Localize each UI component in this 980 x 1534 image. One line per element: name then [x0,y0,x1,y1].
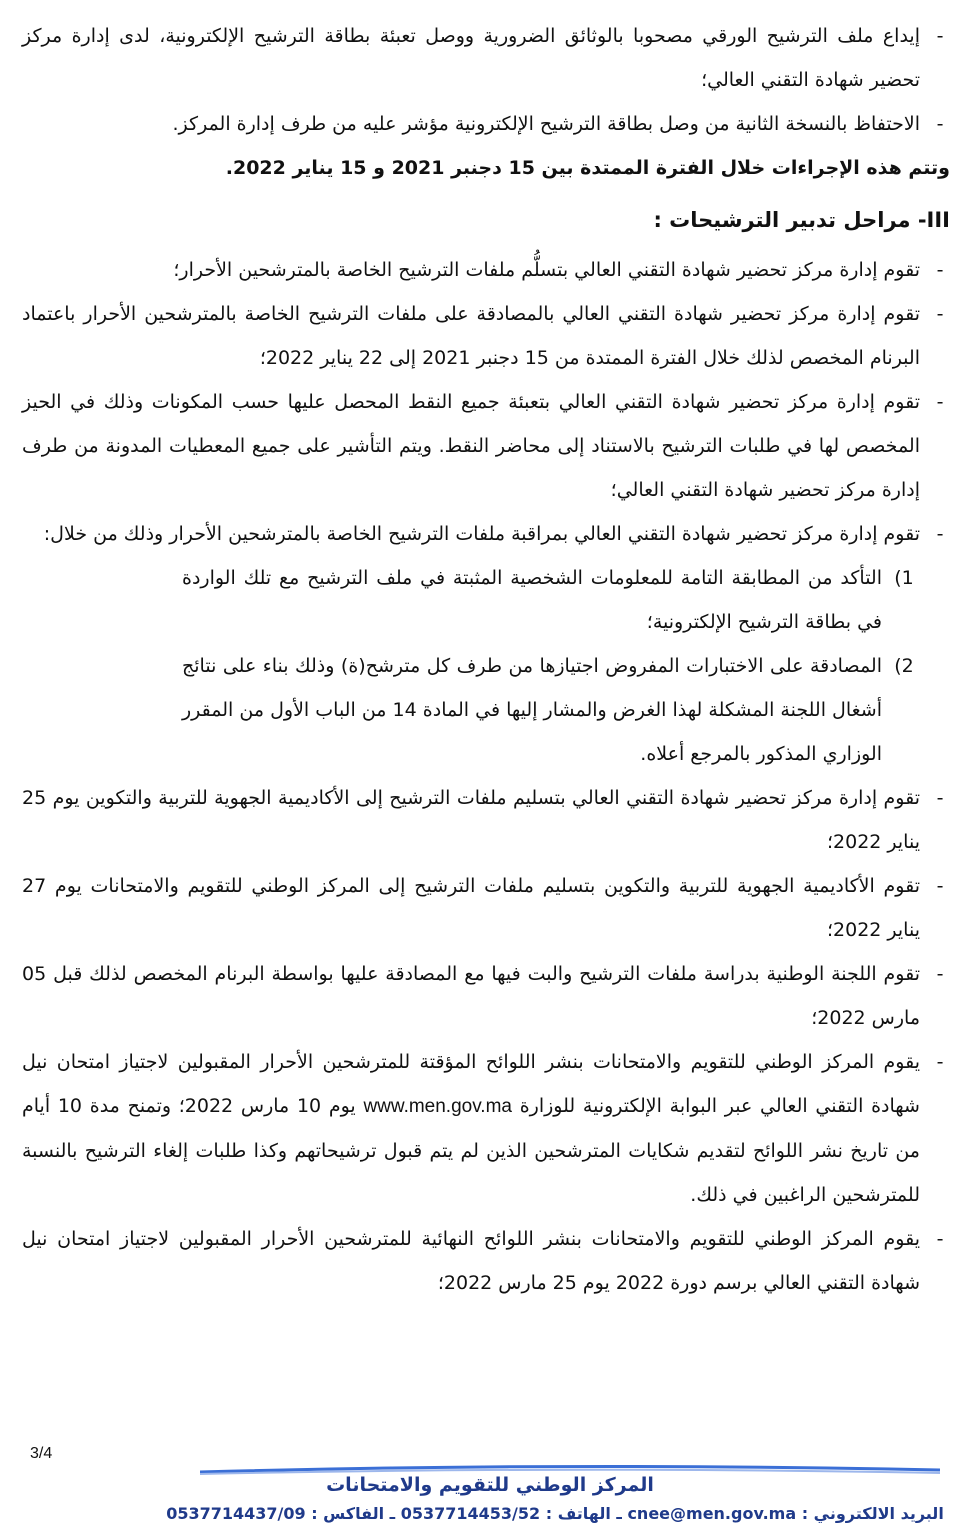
bullet-dash: - [936,391,944,413]
intro-item-2-text: الاحتفاظ بالنسخة الثانية من وصل بطاقة الترشيح الإلكترونية مؤشر عليه من طرف إدارة المركز. [172,113,920,135]
subitem-number: 1) [894,567,914,589]
section-item-8-text-b: يوم 10 مارس 2022؛ وتمنح مدة 10 أيام من تاريخ نشر اللوائح لتقديم شكايات المترشحين الذين لم يتم قبول ترشيحاتهم وكذا طلبات إلغاء الترشيح بالنسبة للمترشحين الراغبين في ذلك. [22,1095,920,1206]
bullet-dash: - [936,303,944,325]
intro-item-1 [22,14,958,102]
section-item-9 [22,1217,958,1305]
bullet-dash: - [936,1228,944,1250]
section-item-3-text: تقوم إدارة مركز تحضير شهادة التقني العالي بتعبئة جميع النقط المحصل عليها حسب المكونات وذلك في الحيز المخصص لها في طلبات الترشيح بالاستناد إلى محاضر النقط. ويتم التأشير على جميع المعطيات المدونة من طرف إدارة مركز تحضير شهادة التقني العالي؛ [22,391,920,501]
bullet-dash: - [936,1051,944,1073]
section-item-7-text: تقوم اللجنة الوطنية بدراسة ملفات الترشيح والبت فيها مع المصادقة عليها بواسطة البرنام المخصص لذلك قبل 05 مارس 2022؛ [22,963,920,1029]
subitem-2 [22,644,958,776]
section-item-2 [22,292,958,380]
bullet-dash: - [936,259,944,281]
section-item-9-text: يقوم المركز الوطني للتقويم والامتحانات بنشر اللوائح النهائية للمترشحين الأحرار المقبولين لاجتياز امتحان نيل شهادة التقني العالي برسم دورة 2022 يوم 25 مارس 2022؛ [22,1228,920,1294]
footer-institution-name: المركز الوطني للتقويم والامتحانات [326,1474,654,1496]
footer-contact-info: البريد الالكتروني : cnee@men.gov.ma ـ الهاتف : 0537714453/52 ـ الفاكس : 0537714437/09 [166,1504,944,1523]
document-body [22,14,958,1305]
period-note: وتتم هذه الإجراءات خلال الفترة الممتدة بين 15 دجنبر 2021 و 15 يناير 2022. [225,157,950,179]
section-item-1 [22,248,958,292]
bullet-dash: - [936,875,944,897]
subitem-1-text: التأكد من المطابقة التامة للمعلومات الشخصية المثبتة في ملف الترشيح مع تلك الواردة في بطاقة الترشيح الإلكترونية؛ [182,567,882,633]
bullet-dash: - [936,963,944,985]
bullet-dash: - [936,787,944,809]
section-item-8 [22,1040,958,1217]
intro-item-2 [22,102,958,146]
section-item-8-text-a: يقوم المركز الوطني للتقويم والامتحانات بنشر اللوائح المؤقتة للمترشحين الأحرار المقبولين لاجتياز امتحان نيل شهادة التقني العالي عبر البوابة الإلكترونية للوزارة [22,1051,920,1117]
page-number: 3/4 [30,1445,53,1462]
section-item-2-text: تقوم إدارة مركز تحضير شهادة التقني العالي بالمصادقة على ملفات الترشيح الخاصة بالمترشحين الأحرار باعتماد البرنام المخصص لذلك خلال الفترة الممتدة من 15 دجنبر 2021 إلى 22 يناير 2022؛ [22,303,920,369]
section-item-1-text: تقوم إدارة مركز تحضير شهادة التقني العالي بتسلُّم ملفات الترشيح الخاصة بالمترشحين الأحرار؛ [173,259,920,281]
section-item-5 [22,776,958,864]
section-item-3 [22,380,958,512]
bullet-dash: - [936,25,944,47]
intro-item-1-text: إيداع ملف الترشيح الورقي مصحوبا بالوثائق الضرورية ووصل تعبئة بطاقة الترشيح الإلكترونية، لدى إدارة مركز تحضير شهادة التقني العالي؛ [22,25,920,91]
section-heading: III- مراحل تدبير الترشيحات : [653,208,950,232]
section-item-6-text: تقوم الأكاديمية الجهوية للتربية والتكوين بتسليم ملفات الترشيح إلى المركز الوطني للتقويم والامتحانات يوم 27 يناير 2022؛ [22,875,920,941]
section-item-6 [22,864,958,952]
bullet-dash: - [936,113,944,135]
section-item-5-text: تقوم إدارة مركز تحضير شهادة التقني العالي بتسليم ملفات الترشيح إلى الأكاديمية الجهوية للتربية والتكوين يوم 25 يناير 2022؛ [22,787,920,853]
section-item-4-text: تقوم إدارة مركز تحضير شهادة التقني العالي بمراقبة ملفات الترشيح الخاصة بالمترشحين الأحرار وذلك من خلال: [43,523,920,545]
section-item-7 [22,952,958,1040]
subitem-number: 2) [894,655,914,677]
bullet-dash: - [936,523,944,545]
ministry-url-link[interactable]: www.men.gov.ma [363,1096,512,1117]
section-item-4 [22,512,958,556]
subitem-1 [22,556,958,644]
subitem-2-text: المصادقة على الاختبارات المفروض اجتيازها من طرف كل مترشح(ة) وذلك بناء على نتائج أشغال اللجنة المشكلة لهذا الغرض والمشار إليها في المادة 14 من الباب الأول من المقرر الوزاري المذكور بالمرجع أعلاه. [182,655,883,765]
